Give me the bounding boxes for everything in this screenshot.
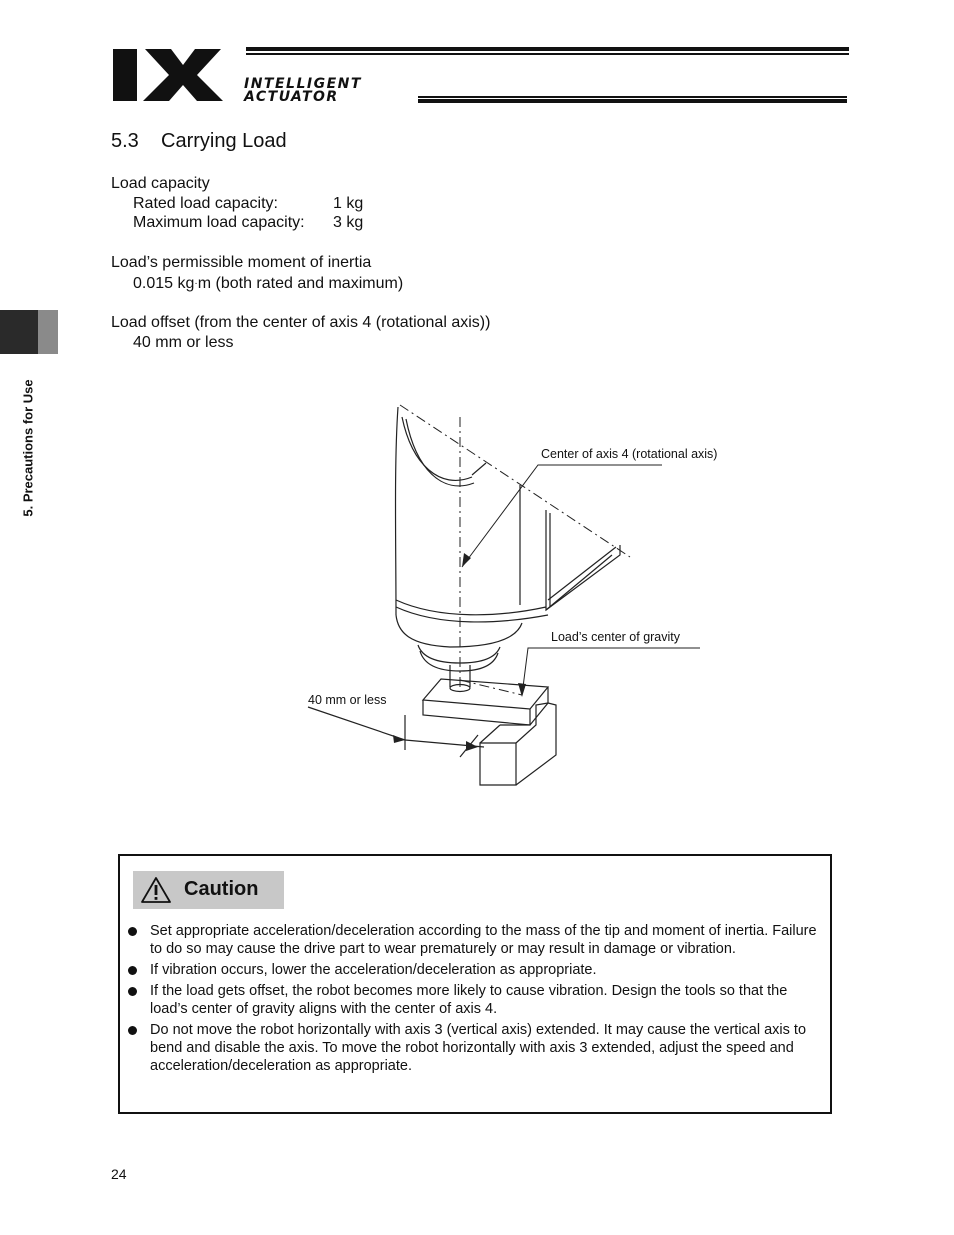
list-item [128,961,822,979]
elbow-top-line-2 [548,547,616,600]
label-gravity: Load’s center of gravity [551,630,681,644]
housing-bottom [396,615,522,647]
max-load-label: Maximum load capacity: [133,214,305,231]
inertia-value [133,274,403,294]
bullet-icon [128,927,137,936]
arm-band-top [396,600,546,615]
arm-inner-curve [402,417,472,480]
caution-text: If the load gets offset, the robot becomes more likely to cause vibration. Design the tools so that the load’s center of gravity aligns with the center of axis 4. [150,983,788,1017]
rated-load-label: Rated load capacity: [133,195,278,212]
offset-heading: Load offset (from the center of axis 4 (rotational axis)) [111,314,491,331]
inertia-value-note: (both rated and maximum) [211,275,404,292]
caution-text: If vibration occurs, lower the acceleration/deceleration as appropriate. [150,962,597,978]
label-offset: 40 mm or less [308,693,387,707]
lower-block-front [480,743,516,785]
brand-line-2: ACTUATOR [244,89,339,105]
load-capacity-heading: Load capacity [111,175,210,192]
caution-text: Set appropriate acceleration/deceleration according to the mass of the tip and moment of inertia. Failure to do so may cause the drive part to wear prematurely or may result in damage or vibration. [150,923,817,957]
label-axis-center: Center of axis 4 (rotational axis) [541,447,718,461]
list-item [128,1021,822,1075]
header-rule-bottom-thick [418,99,847,103]
list-item [128,982,822,1018]
chapter-side-label: 5. Precautions for Use [20,379,36,517]
ix-logo [113,47,233,103]
leader-axis [462,465,662,567]
flange-bottom [420,651,498,671]
caution-list [128,922,822,1078]
header-rule-top-thin [246,53,849,55]
caution-title: Caution [184,878,259,900]
header-rule-top-thick [246,47,849,51]
inertia-value-number: 0.015 kg [133,275,195,292]
caution-text: Do not move the robot horizontally with axis 3 (vertical axis) extended. It may cause the vertical axis to bend and disable the axis. To move the robot horizontally with axis 3 extended, adjust the speed and acceleration/deceleration as appropriate. [150,1022,807,1074]
bullet-icon [128,987,137,996]
arm-top-right [472,463,486,475]
brand-line-1: INTELLIGENT [244,76,362,92]
arrow-gravity [518,683,526,697]
header-rule-bottom-thin [418,96,847,98]
inertia-value-unit: m [197,275,212,292]
rated-load-value: 1 kg [333,195,364,212]
leader-gravity [522,648,700,695]
flange-top [418,645,500,663]
offset-value: 40 mm or less [133,334,234,351]
list-item [128,922,822,958]
max-load-value: 3 kg [333,214,364,231]
elbow-top-line [546,555,612,610]
arm-left-edge [396,407,399,615]
elbow-front [546,510,620,610]
arm-inner-curve-2 [406,419,474,486]
bullet-icon [128,966,137,975]
inertia-heading: Load’s permissible moment of inertia [111,254,372,271]
warning-icon [140,876,172,904]
upper-block-top [423,679,548,709]
middle-dot: · [194,278,198,289]
leader-offset [308,707,405,740]
arm-centerline [400,405,630,557]
page-number: 24 [111,1166,127,1182]
arrow-axis [462,553,471,567]
chapter-tab-shade [38,310,58,354]
chapter-tab-marker [0,310,38,354]
upper-block-front [423,700,530,725]
section-title: 5.3 Carrying Load [111,130,287,152]
bullet-icon [128,1026,137,1035]
